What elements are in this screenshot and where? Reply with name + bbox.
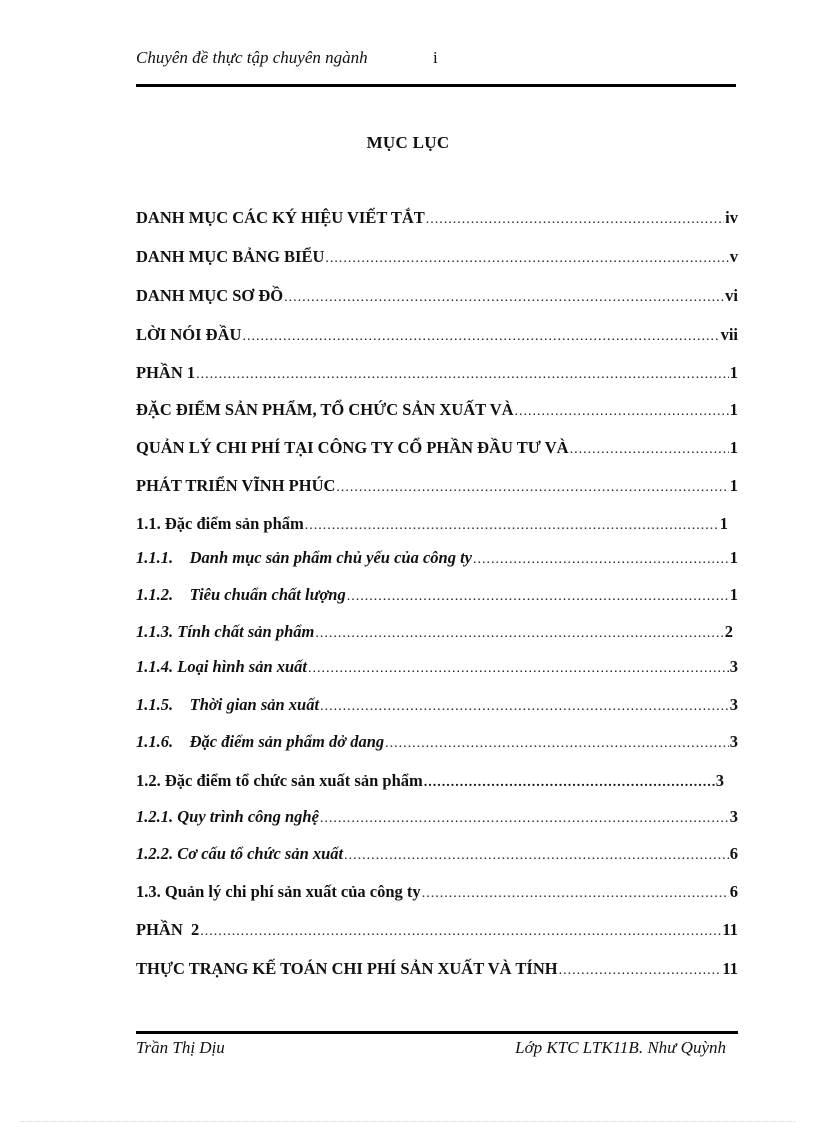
- toc-entry-page: 1: [729, 548, 738, 567]
- page-title: MỤC LỤC: [366, 133, 450, 152]
- toc-entry-page: 2: [724, 622, 733, 641]
- dot-leader: [385, 736, 729, 752]
- dot-leader: [305, 518, 719, 534]
- dot-leader: [284, 290, 724, 306]
- toc-entry[interactable]: [136, 622, 733, 644]
- page-header: [136, 48, 736, 72]
- toc-entry[interactable]: [136, 959, 738, 981]
- dot-leader: [320, 699, 729, 715]
- toc-entry-label: PHẦN 1: [136, 363, 196, 382]
- dot-leader: [426, 212, 724, 228]
- dot-leader: [320, 811, 729, 827]
- footer-class-info: Lớp KTC LTK11B. Như Quỳnh: [515, 1038, 726, 1057]
- toc-entry-page: 1: [729, 476, 738, 495]
- toc-entry-page: 3: [729, 807, 738, 826]
- toc-entry[interactable]: [136, 882, 738, 904]
- toc-entry-page: 3: [729, 657, 738, 676]
- toc-entry-label: 1.2.1. Quy trình công nghệ: [136, 807, 319, 826]
- toc-entry-page: v: [729, 247, 738, 266]
- toc-entry[interactable]: [136, 585, 738, 607]
- toc-entry-label: 1.2. Đặc điểm tổ chức sản xuất sản phẩm: [136, 771, 423, 790]
- toc-entry-label: THỰC TRẠNG KẾ TOÁN CHI PHÍ SẢN XUẤT VÀ TÍNH: [136, 959, 558, 978]
- dot-leader: [308, 661, 729, 677]
- toc-entry-label: 1.1.6. Đặc điểm sản phẩm dở dang: [136, 732, 385, 751]
- toc-entry-page: 6: [729, 882, 738, 901]
- dot-leader: [515, 404, 729, 420]
- dot-leader: [315, 626, 723, 642]
- footer-rule: [136, 1031, 738, 1034]
- toc-entry-page: 1: [729, 438, 738, 457]
- toc-entry[interactable]: [136, 548, 738, 570]
- dot-leader: [325, 251, 728, 267]
- toc-entry-label: DANH MỤC SƠ ĐỒ: [136, 286, 284, 305]
- header-title: Chuyên đề thực tập chuyên ngành: [136, 48, 368, 67]
- toc-entry-label: 1.1.4. Loại hình sản xuất: [136, 657, 308, 676]
- toc-entry-page: 3: [729, 695, 738, 714]
- toc-entry-page: 1: [719, 514, 728, 533]
- page-boundary: [20, 1121, 796, 1122]
- toc-entry[interactable]: [136, 286, 738, 308]
- toc-entry[interactable]: [136, 514, 728, 536]
- toc-entry-label: DANH MỤC CÁC KÝ HIỆU VIẾT TẮT: [136, 208, 425, 227]
- toc-entry[interactable]: [136, 400, 738, 422]
- toc-entry[interactable]: [136, 325, 738, 347]
- toc-entry-page: 1: [729, 363, 738, 382]
- toc-entry[interactable]: [136, 844, 738, 866]
- toc-entry-label: 1.1.3. Tính chất sản phẩm: [136, 622, 315, 641]
- dot-leader: [200, 924, 721, 940]
- toc-entry-label: PHÁT TRIỂN VĨNH PHÚC: [136, 476, 336, 495]
- toc-entry-page: 3: [729, 732, 738, 751]
- dot-leader: [473, 552, 729, 568]
- toc-entry-label: 1.1.2. Tiêu chuẩn chất lượng: [136, 585, 346, 604]
- toc-entry-page: 11: [722, 920, 738, 939]
- dot-leader: [196, 367, 729, 383]
- toc-entry-page: 6: [729, 844, 738, 863]
- toc-entry-page: 1: [729, 400, 738, 419]
- dot-leader: [336, 480, 728, 496]
- dot-leader: [242, 329, 719, 345]
- toc-entry-label: ĐẶC ĐIỂM SẢN PHẨM, TỔ CHỨC SẢN XUẤT VÀ: [136, 400, 514, 419]
- toc-entry-label: 1.1.5. Thời gian sản xuất: [136, 695, 320, 714]
- toc-entry[interactable]: [136, 771, 724, 793]
- toc-entry[interactable]: [136, 247, 738, 269]
- toc-entry-page: 1: [729, 585, 738, 604]
- toc-entry[interactable]: [136, 363, 738, 385]
- toc-entry[interactable]: [136, 920, 738, 942]
- toc-entry[interactable]: [136, 657, 738, 679]
- toc-entry[interactable]: [136, 438, 738, 460]
- toc-entry[interactable]: [136, 695, 738, 717]
- dot-leader: [424, 775, 715, 791]
- toc-entry[interactable]: [136, 476, 738, 498]
- toc-entry-page: 11: [722, 959, 738, 978]
- toc-entry-page: vii: [720, 325, 738, 344]
- toc-entry[interactable]: [136, 807, 738, 829]
- header-page-number: i: [433, 48, 438, 67]
- toc-entry-label: 1.2.2. Cơ cấu tổ chức sản xuất: [136, 844, 344, 863]
- footer-author: Trần Thị Dịu: [136, 1038, 225, 1057]
- toc-entry-label: 1.1. Đặc điểm sản phẩm: [136, 514, 304, 533]
- toc-entry-page: vi: [725, 286, 738, 305]
- toc-entry-label: 1.3. Quản lý chi phí sản xuất của công ty: [136, 882, 421, 901]
- toc-entry-label: QUẢN LÝ CHI PHÍ TẠI CÔNG TY CỔ PHẦN ĐẦU TƯ VÀ: [136, 438, 569, 457]
- dot-leader: [344, 848, 729, 864]
- toc-entry-label: PHẦN 2: [136, 920, 200, 939]
- toc-entry-page: 3: [715, 771, 724, 790]
- toc-entry-page: iv: [725, 208, 738, 227]
- dot-leader: [570, 442, 729, 458]
- header-rule: [136, 84, 736, 87]
- dot-leader: [559, 963, 722, 979]
- toc-entry-label: 1.1.1. Danh mục sản phẩm chủ yếu của công ty: [136, 548, 472, 567]
- toc-entry-label: LỜI NÓI ĐẦU: [136, 325, 242, 344]
- toc-entry-label: DANH MỤC BẢNG BIỂU: [136, 247, 325, 266]
- toc-entry[interactable]: [136, 732, 738, 754]
- dot-leader: [347, 589, 729, 605]
- dot-leader: [422, 886, 729, 902]
- toc-entry[interactable]: [136, 208, 738, 230]
